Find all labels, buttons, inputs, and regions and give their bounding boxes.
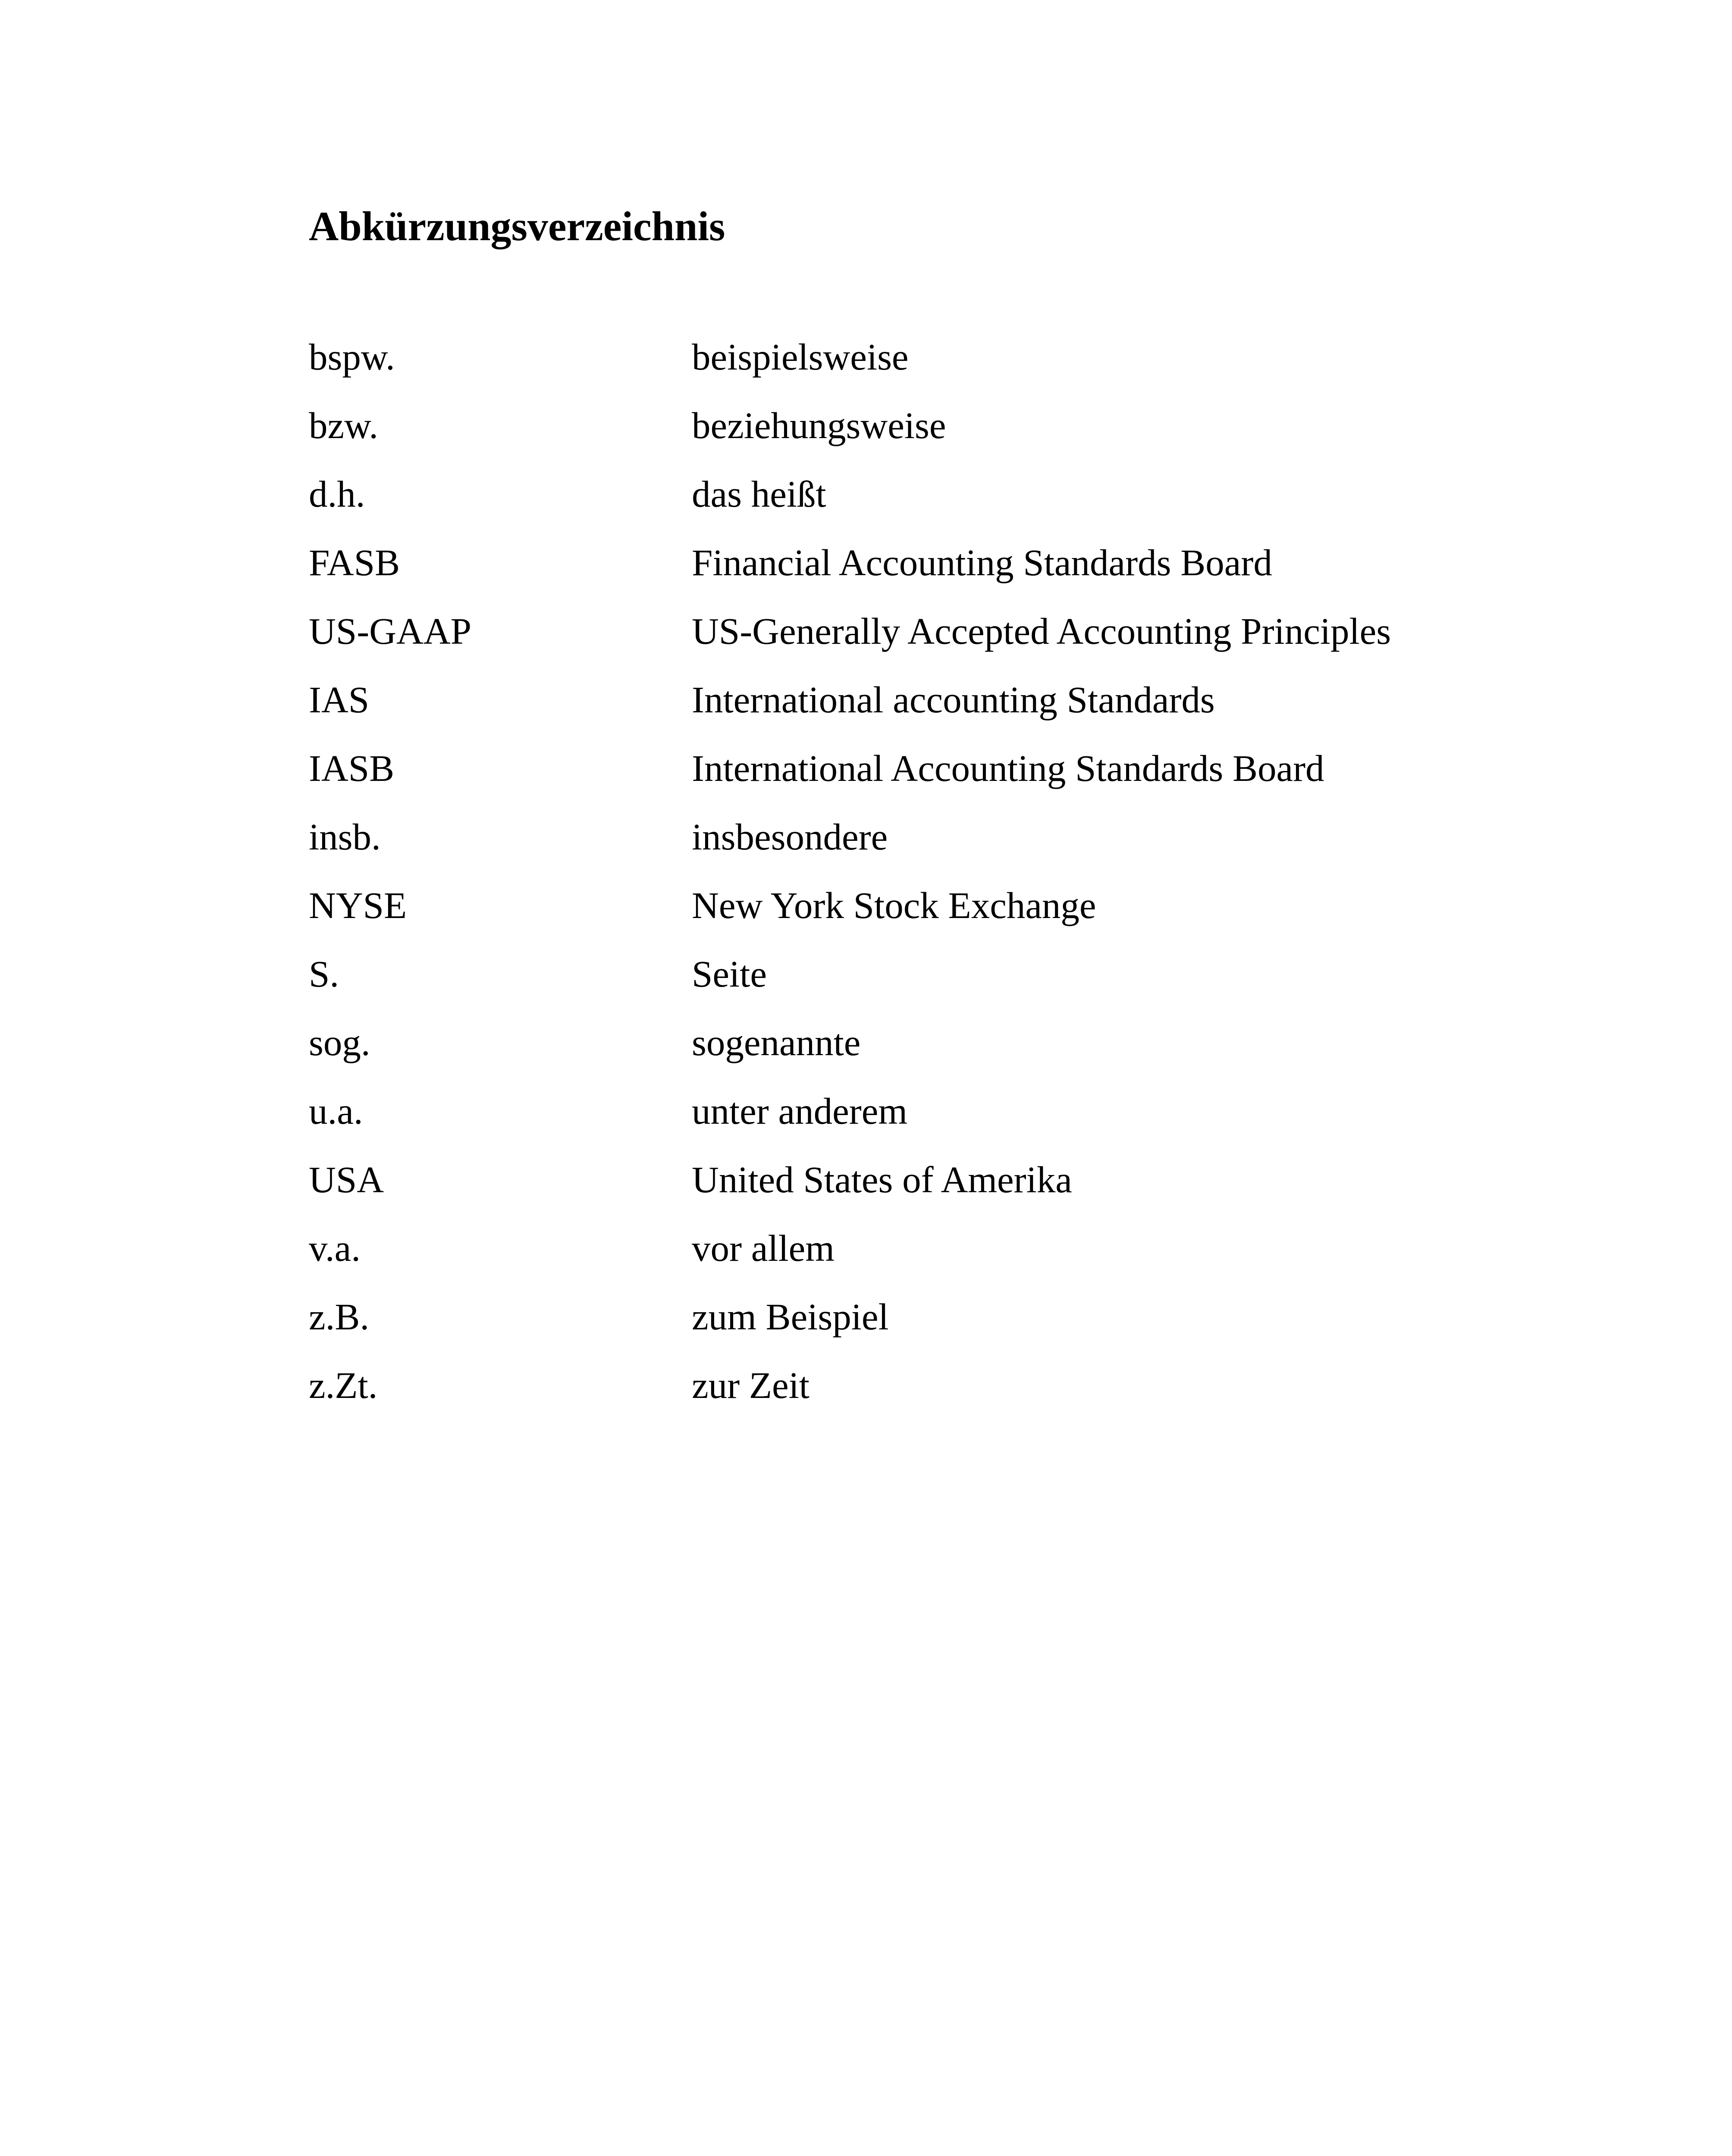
abbreviation-entry [309,1282,1603,1351]
abbreviation-meaning: beispielsweise [692,336,909,378]
abbreviation-term: u.a. [309,1090,363,1132]
abbreviation-entry [309,734,1603,802]
abbreviation-meaning: sogenannte [692,1022,861,1063]
abbreviation-entry [309,460,1603,528]
abbreviation-entry [309,597,1603,665]
abbreviation-term: v.a. [309,1227,361,1269]
abbreviation-term: z.B. [309,1296,370,1338]
abbreviation-meaning: International accounting Standards [692,679,1215,721]
abbreviation-meaning: unter anderem [692,1090,907,1132]
abbreviation-meaning: vor allem [692,1227,835,1269]
abbreviation-term: d.h. [309,473,365,515]
abbreviation-term: bspw. [309,336,395,378]
abbreviation-entry [309,1214,1603,1282]
abbreviation-meaning: zum Beispiel [692,1296,889,1338]
abbreviation-entry [309,871,1603,940]
abbreviation-entry [309,391,1603,460]
abbreviation-entry [309,528,1603,597]
abbreviation-entry [309,1145,1603,1214]
page-title: Abkürzungsverzeichnis [309,203,725,249]
abbreviation-term: FASB [309,542,400,583]
abbreviation-term: IASB [309,747,395,789]
abbreviation-term: IAS [309,679,370,721]
abbreviation-term: NYSE [309,884,407,926]
abbreviation-term: sog. [309,1022,370,1063]
abbreviation-list [309,323,1603,1420]
abbreviation-meaning: Seite [692,953,767,995]
abbreviation-term: bzw. [309,404,379,446]
abbreviation-meaning: beziehungsweise [692,404,946,446]
abbreviation-entry [309,1077,1603,1145]
abbreviation-term: z.Zt. [309,1364,378,1406]
abbreviation-term: US-GAAP [309,610,472,652]
abbreviation-entry [309,665,1603,734]
abbreviation-meaning: Financial Accounting Standards Board [692,542,1272,583]
abbreviation-meaning: New York Stock Exchange [692,884,1096,926]
abbreviation-meaning: das heißt [692,473,826,515]
abbreviation-entry [309,323,1603,391]
abbreviation-meaning: United States of Amerika [692,1159,1072,1200]
abbreviation-meaning: zur Zeit [692,1364,810,1406]
abbreviation-entry [309,940,1603,1008]
abbreviation-meaning: US-Generally Accepted Accounting Principles [692,610,1391,652]
abbreviation-entry [309,802,1603,871]
abbreviation-term: S. [309,953,339,995]
abbreviation-entry [309,1351,1603,1420]
abbreviation-entry [309,1008,1603,1077]
abbreviation-term: USA [309,1159,384,1200]
abbreviation-meaning: insbesondere [692,816,888,858]
abbreviation-term: insb. [309,816,381,858]
abbreviation-meaning: International Accounting Standards Board [692,747,1324,789]
